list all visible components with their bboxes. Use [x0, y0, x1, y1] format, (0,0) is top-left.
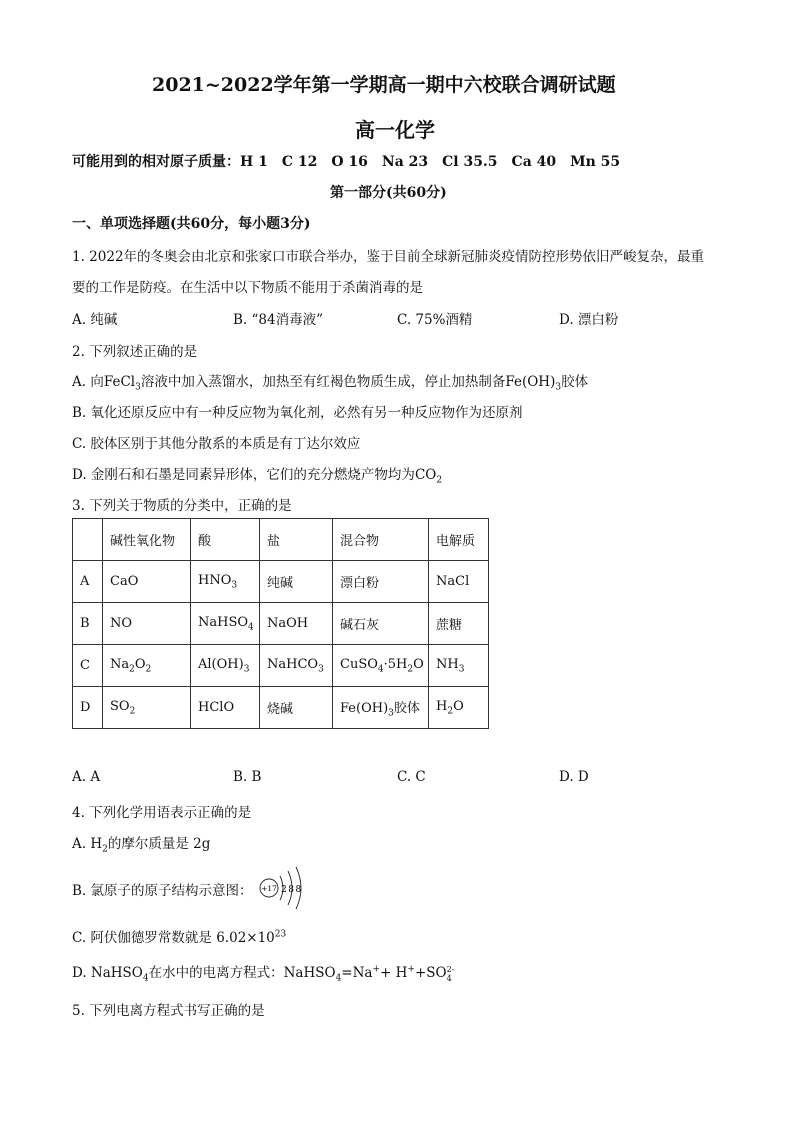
q2-a-end: 胶体	[561, 374, 589, 390]
charge: +	[372, 964, 381, 975]
q3-option-b: B. B	[233, 769, 262, 785]
subscript: 4	[446, 973, 452, 983]
q2-a-formula: FeCl	[103, 374, 136, 390]
subscript: 3	[243, 664, 250, 675]
formula: NaHCO	[267, 656, 319, 672]
table-row	[73, 687, 489, 729]
subscript: 3	[231, 580, 238, 591]
section-heading: 一、单项选择题(共60分，每小题3分)	[72, 216, 311, 232]
formula: Fe(OH)	[340, 700, 389, 716]
exam-title: 2021~2022学年第一学期高一期中六校联合调研试题	[152, 74, 616, 96]
q2-option-a	[72, 370, 588, 393]
table-cell: NaOH	[260, 603, 333, 645]
q4-option-d	[72, 961, 454, 984]
q4-option-a	[72, 832, 210, 855]
q2-option-b: B. 氧化还原反应中有一种反应物为氧化剂，必然有另一种反应物作为还原剂	[72, 405, 523, 421]
subscript: 3	[388, 708, 394, 719]
q2-a-sub: 3	[135, 382, 141, 393]
subscript: 4	[335, 973, 342, 984]
subscript: 4	[377, 664, 384, 675]
q3-stem: 3. 下列关于物质的分类中，正确的是	[72, 498, 292, 514]
q4-d-eq: =Na	[341, 965, 373, 981]
table-cell: CaO	[103, 561, 191, 603]
q2-d-sub: 2	[436, 475, 443, 486]
table-header-row	[73, 519, 489, 561]
atom-structure-diagram	[258, 864, 310, 914]
row-label: B	[73, 603, 103, 645]
table-cell: 碱石灰	[333, 603, 429, 645]
sulfate-stack	[447, 965, 455, 983]
q1-stem-line2: 要的工作是防疫。在生活中以下物质不能用于杀菌消毒的是	[72, 280, 423, 296]
q4-option-b: B. 氯原子的原子结构示意图：	[72, 883, 253, 899]
header-cell: 盐	[260, 519, 333, 561]
table-cell	[429, 645, 489, 687]
formula: 胶体	[393, 700, 420, 716]
table-cell: HClO	[191, 687, 260, 729]
part-heading: 第一部分(共60分)	[330, 185, 447, 201]
formula: Al(OH)	[198, 656, 244, 672]
table-cell	[429, 687, 489, 729]
subscript: 2	[129, 664, 135, 675]
q4-d-mid: 在水中的电离方程式：NaHSO	[148, 965, 336, 981]
subject-title: 高一化学	[355, 118, 435, 142]
table-cell	[103, 645, 191, 687]
q4-d-pre: D. NaHSO	[72, 965, 143, 981]
formula: NaHSO	[198, 614, 249, 630]
table-cell: 烧碱	[260, 687, 333, 729]
table-cell	[333, 645, 429, 687]
formula: CuSO	[340, 656, 378, 672]
formula: NH	[436, 656, 459, 672]
q1-option-c: C. 75%酒精	[397, 312, 473, 328]
atomic-masses: 可能用到的相对原子质量：H 1 C 12 O 16 Na 23 Cl 35.5 Ca 40 Mn 55	[72, 154, 621, 170]
subscript: 2	[145, 664, 152, 675]
q2-a-pre: A. 向	[72, 374, 104, 390]
table-cell: 纯碱	[260, 561, 333, 603]
q4-a-pre: A. H	[72, 836, 103, 852]
row-label: D	[73, 687, 103, 729]
row-label: A	[73, 561, 103, 603]
subscript: 3	[318, 664, 324, 675]
formula: Na	[110, 656, 130, 672]
formula: O	[134, 656, 146, 672]
q1-stem-line1: 1. 2022年的冬奥会由北京和张家口市联合举办，鉴于目前全球新冠肺炎疫情防控形势依旧严峻复杂，最重	[72, 249, 705, 265]
table-cell	[103, 687, 191, 729]
shell-electrons: 288	[281, 885, 303, 895]
subscript: 3	[458, 664, 465, 675]
charge: 2-	[446, 964, 455, 974]
q3-option-a: A. A	[72, 769, 101, 785]
row-label: C	[73, 645, 103, 687]
subscript: 2	[407, 664, 414, 675]
subscript: 2	[129, 706, 136, 717]
formula: O	[453, 698, 464, 714]
subscript: 4	[142, 973, 149, 984]
q2-a-mid: 溶液中加入蒸馏水，加热至有红褐色物质生成，停止加热制备	[140, 374, 506, 390]
formula: O	[413, 656, 424, 672]
q1-option-d: D. 漂白粉	[559, 312, 619, 328]
q4-d-so: +SO	[414, 965, 447, 981]
q2-d-pre: D. 金刚石和石墨是同素异形体，它们的充分燃烧产物均为	[72, 467, 415, 483]
q2-a-sub2: 3	[555, 382, 562, 393]
q3-option-c: C. C	[397, 769, 426, 785]
table-cell: NO	[103, 603, 191, 645]
q4-c-pre: C. 阿伏伽德罗常数就是 6.02×10	[72, 930, 275, 946]
q4-option-c	[72, 926, 286, 946]
subscript: 2	[447, 706, 454, 717]
table-cell	[191, 645, 260, 687]
table-cell	[191, 603, 260, 645]
header-cell: 混合物	[333, 519, 429, 561]
q2-d-formula: CO	[414, 467, 437, 483]
header-cell	[73, 519, 103, 561]
formula: H	[436, 698, 448, 714]
formula: SO	[110, 698, 130, 714]
table-row	[73, 645, 489, 687]
table-cell: 漂白粉	[333, 561, 429, 603]
table-row	[73, 603, 489, 645]
table-cell	[191, 561, 260, 603]
header-cell: 酸	[191, 519, 260, 561]
q2-a-formula2: Fe(OH)	[505, 374, 556, 390]
q5-stem: 5. 下列电离方程式书写正确的是	[72, 1003, 265, 1019]
table-row	[73, 561, 489, 603]
q1-option-b: B. “84消毒液”	[233, 312, 323, 328]
table-cell	[260, 645, 333, 687]
subscript: 4	[248, 622, 254, 633]
q2-stem: 2. 下列叙述正确的是	[72, 344, 198, 360]
q3-option-d: D. D	[559, 769, 589, 785]
charge: +	[407, 964, 415, 975]
table-cell	[333, 687, 429, 729]
q1-option-a: A. 纯碱	[72, 312, 118, 328]
formula: ·5H	[383, 656, 408, 672]
header-cell: 电解质	[429, 519, 489, 561]
q4-a-end: 的摩尔质量是 2g	[107, 836, 211, 852]
classification-table	[72, 518, 489, 729]
header-cell: 碱性氧化物	[103, 519, 191, 561]
q4-d-h: + H	[380, 965, 408, 981]
table-cell: 蔗糖	[429, 603, 489, 645]
q2-option-d	[72, 463, 442, 486]
q4-stem: 4. 下列化学用语表示正确的是	[72, 805, 252, 821]
q4-a-sub: 2	[102, 844, 108, 855]
q2-option-c: C. 胶体区别于其他分散系的本质是有丁达尔效应	[72, 436, 361, 452]
q4-c-exponent: 23	[274, 929, 287, 940]
nucleus-label: +17	[261, 884, 277, 893]
formula: HNO	[198, 572, 232, 588]
table-cell: NaCl	[429, 561, 489, 603]
